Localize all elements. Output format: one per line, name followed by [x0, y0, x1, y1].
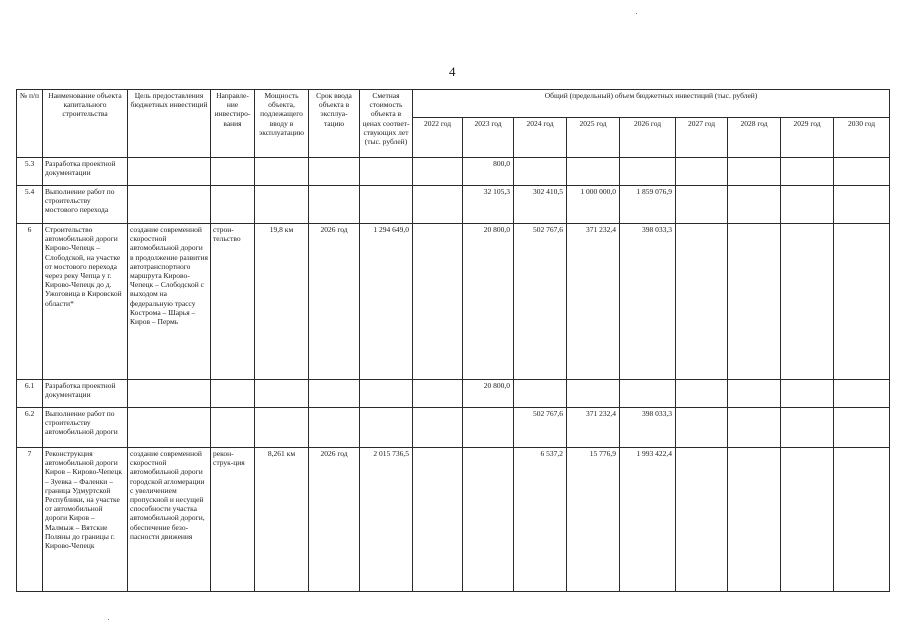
row-name: Выполнение работ по строительству автомобильной дороги: [43, 408, 128, 448]
table-row: [17, 186, 890, 224]
cell-value: [834, 158, 890, 186]
cell-value: 800,0: [463, 158, 514, 186]
row-term: [309, 186, 360, 224]
row-name: Разработка проектной документации: [43, 158, 128, 186]
row-term: 2026 год: [309, 224, 360, 380]
row-term: [309, 380, 360, 408]
cell-value: 502 767,6: [514, 224, 567, 380]
table-row: [17, 408, 890, 448]
row-direction: строи-тельство: [211, 224, 255, 380]
page-number: 4: [449, 64, 456, 79]
cell-value: [413, 448, 463, 592]
cell-value: [413, 380, 463, 408]
row-direction: рекон-струк-ция: [211, 448, 255, 592]
cell-value: 398 033,3: [620, 408, 676, 448]
row-goal: [128, 186, 211, 224]
row-capacity: [255, 158, 309, 186]
cell-value: [413, 224, 463, 380]
scan-speck: [108, 619, 109, 620]
cell-value: [413, 158, 463, 186]
cell-value: [567, 158, 620, 186]
cell-value: 6 537,2: [514, 448, 567, 592]
row-num: 6: [17, 224, 43, 380]
header-goal: Цель предоставления бюджетных инвестиций: [128, 90, 211, 158]
header-year: 2027 год: [676, 118, 728, 158]
row-name: Строительство автомобильной дороги Кирово-Чепецк – Слободской, на участке от мостового перехода через реку Чепца у г. Кирово-Чепецк до д. Ужоговица в Кировской области*: [43, 224, 128, 380]
cell-value: [620, 158, 676, 186]
cell-value: 302 410,5: [514, 186, 567, 224]
cell-value: [834, 448, 890, 592]
row-num: 5.3: [17, 158, 43, 186]
row-capacity: 19,8 км: [255, 224, 309, 380]
cell-value: 371 232,4: [567, 408, 620, 448]
row-goal: создание современной скоростной автомобильной дороги в продолжение развития автотранспортного маршрута Кирово-Чепецк – Слободской с выходом на федеральную трассу Кострома – Шарья – Киров – Пермь: [128, 224, 211, 380]
cell-value: [834, 408, 890, 448]
cell-value: [413, 408, 463, 448]
cell-value: 20 800,0: [463, 224, 514, 380]
cell-value: [728, 380, 781, 408]
row-num: 7: [17, 448, 43, 592]
header-year: 2024 год: [514, 118, 567, 158]
cell-value: [676, 448, 728, 592]
cell-value: [834, 224, 890, 380]
header-term: Срок ввода объекта в эксплуа-тацию: [309, 90, 360, 158]
cell-value: 1 859 076,9: [620, 186, 676, 224]
header-estimate: Сметная стоимость объекта в ценах соответ-ствующих лет (тыс. рублей): [360, 90, 413, 158]
cell-value: [781, 158, 834, 186]
cell-value: [781, 408, 834, 448]
row-goal: [128, 158, 211, 186]
investment-table: [16, 89, 890, 592]
cell-value: [781, 380, 834, 408]
header-year: 2023 год: [463, 118, 514, 158]
cell-value: [676, 186, 728, 224]
row-goal: создание современной скоростной автомобильной дороги городской агломерации с увеличением пропускной и несущей способности участка автомобильной дороги, обеспечение безо-пасности движения: [128, 448, 211, 592]
cell-value: [463, 448, 514, 592]
cell-value: 502 767,6: [514, 408, 567, 448]
cell-value: [676, 224, 728, 380]
cell-value: 371 232,4: [567, 224, 620, 380]
row-capacity: 8,261 км: [255, 448, 309, 592]
header-direction: Направле-ние инвестиро-вания: [211, 90, 255, 158]
row-direction: [211, 408, 255, 448]
cell-value: [676, 408, 728, 448]
row-estimate: 2 015 736,5: [360, 448, 413, 592]
header-year: 2030 год: [834, 118, 890, 158]
cell-value: [781, 224, 834, 380]
row-name: Разработка проектной документации: [43, 380, 128, 408]
header-year: 2022 год: [413, 118, 463, 158]
row-goal: [128, 408, 211, 448]
cell-value: [728, 448, 781, 592]
header-num: № п/п: [17, 90, 43, 158]
header-year: 2025 год: [567, 118, 620, 158]
row-direction: [211, 186, 255, 224]
table-row: [17, 224, 890, 380]
row-num: 6.1: [17, 380, 43, 408]
cell-value: [834, 186, 890, 224]
row-term: 2026 год: [309, 448, 360, 592]
cell-value: [413, 186, 463, 224]
row-capacity: [255, 380, 309, 408]
row-estimate: [360, 380, 413, 408]
table-row: [17, 448, 890, 592]
row-name: Реконструкция автомобильной дороги Киров – Кирово-Чепецк – Зуевка – Фаленки – граница Удмуртской Республики, на участке от автомобильной дороги Киров – Малмыж – Вятские Поляны до границы г. Кирово-Чепецк: [43, 448, 128, 592]
row-term: [309, 158, 360, 186]
cell-value: 15 776,9: [567, 448, 620, 592]
header-year: 2028 год: [728, 118, 781, 158]
cell-value: 32 105,3: [463, 186, 514, 224]
row-estimate: [360, 186, 413, 224]
cell-value: [728, 408, 781, 448]
table-row: [17, 158, 890, 186]
row-goal: [128, 380, 211, 408]
row-direction: [211, 158, 255, 186]
cell-value: [676, 380, 728, 408]
row-direction: [211, 380, 255, 408]
cell-value: 1 000 000,0: [567, 186, 620, 224]
cell-value: [728, 186, 781, 224]
row-term: [309, 408, 360, 448]
scan-speck: [636, 13, 637, 14]
cell-value: [676, 158, 728, 186]
cell-value: [781, 186, 834, 224]
cell-value: [728, 158, 781, 186]
cell-value: [514, 380, 567, 408]
header-year: 2029 год: [781, 118, 834, 158]
row-capacity: [255, 408, 309, 448]
cell-value: [728, 224, 781, 380]
row-name: Выполнение работ по строительству мостового перехода: [43, 186, 128, 224]
cell-value: 1 993 422,4: [620, 448, 676, 592]
cell-value: [834, 380, 890, 408]
cell-value: 20 800,0: [463, 380, 514, 408]
cell-value: 398 033,3: [620, 224, 676, 380]
header-name: Наименование объекта капитального строительства: [43, 90, 128, 158]
header-year: 2026 год: [620, 118, 676, 158]
row-estimate: [360, 408, 413, 448]
row-estimate: [360, 158, 413, 186]
table-row: [17, 380, 890, 408]
row-estimate: 1 294 649,0: [360, 224, 413, 380]
header-capacity: Мощность объекта, подлежащего вводу в эксплуатацию: [255, 90, 309, 158]
cell-value: [567, 380, 620, 408]
cell-value: [781, 448, 834, 592]
row-num: 5.4: [17, 186, 43, 224]
cell-value: [620, 380, 676, 408]
row-num: 6.2: [17, 408, 43, 448]
cell-value: [514, 158, 567, 186]
header-volume: Общий (предельный) объем бюджетных инвестиций (тыс. рублей): [413, 90, 890, 118]
row-capacity: [255, 186, 309, 224]
cell-value: [463, 408, 514, 448]
